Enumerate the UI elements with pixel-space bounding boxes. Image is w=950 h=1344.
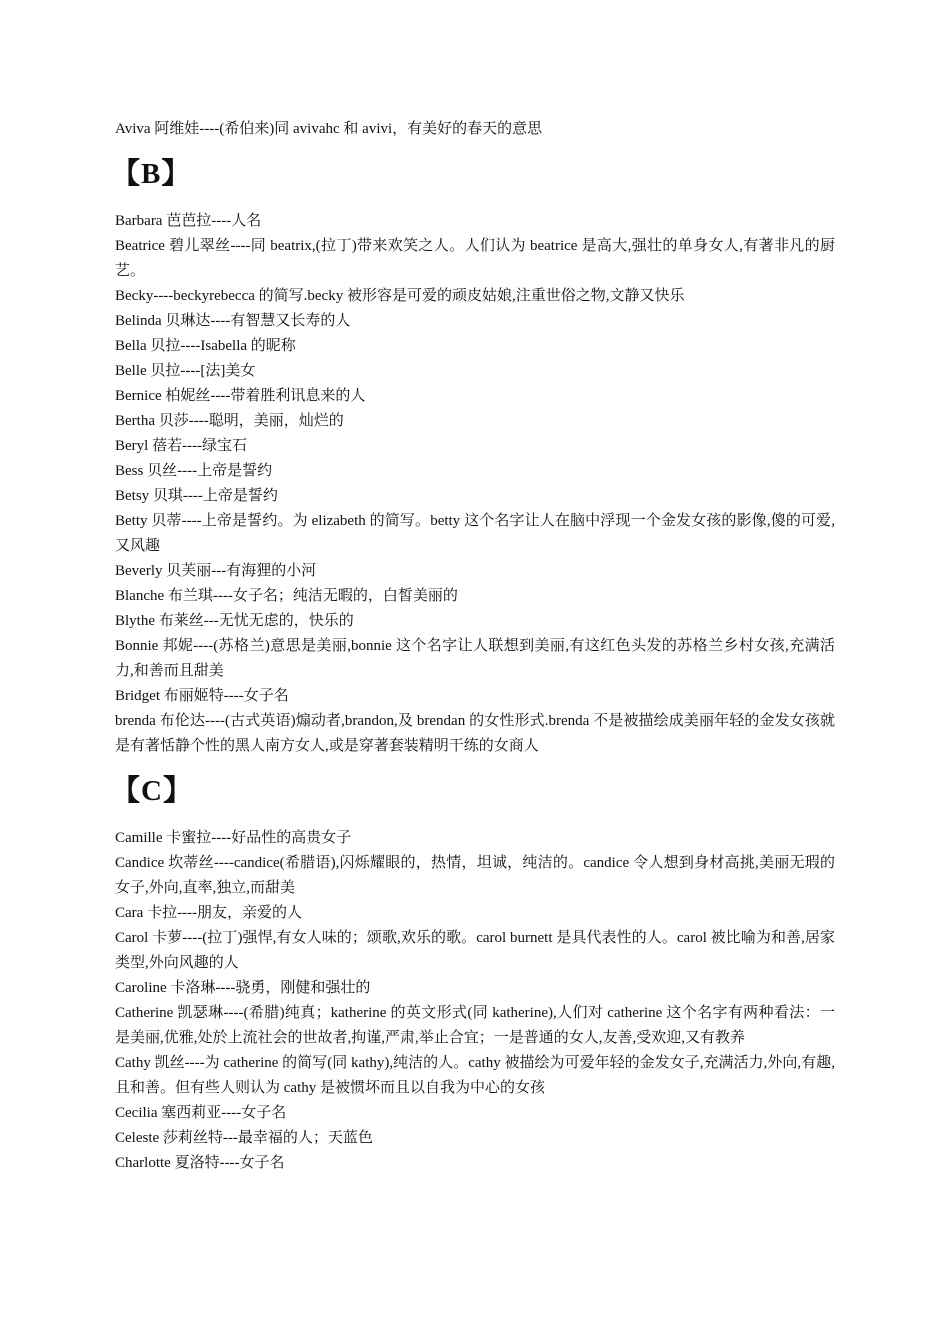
name-entry: Belinda 贝琳达----有智慧又长寿的人 [115, 313, 351, 329]
name-entry: Bella 贝拉----Isabella 的昵称 [115, 338, 296, 354]
name-entry: Betty 贝蒂----上帝是誓约。为 elizabeth 的简写。betty 这个名字让人在脑中浮现一个金发女孩的影像,傻的可爱,又风趣 [115, 513, 835, 554]
section-b [111, 154, 835, 759]
name-entry: Bonnie 邦妮----(苏格兰)意思是美丽,bonnie 这个名字让人联想到美丽,有这红色头发的苏格兰乡村女孩,充满活力,和善而且甜美 [115, 638, 835, 679]
name-entry: Barbara 芭芭拉----人名 [115, 213, 262, 229]
section-c [111, 771, 835, 1176]
name-entry: Candice 坎蒂丝----candice(希腊语),闪烁耀眼的，热情，坦诚，纯洁的。candice 令人想到身材高挑,美丽无瑕的女子,外向,直率,独立,而甜美 [115, 855, 835, 896]
name-entry: Bernice 柏妮丝----带着胜利讯息来的人 [115, 388, 366, 404]
name-entry: Betsy 贝琪----上帝是誓约 [115, 488, 278, 504]
name-entry: Blanche 布兰琪----女子名；纯洁无暇的，白皙美丽的 [115, 588, 458, 604]
name-entry: Bess 贝丝----上帝是誓约 [115, 463, 273, 479]
name-entry: Bridget 布丽姬特----女子名 [115, 688, 289, 704]
name-entry: brenda 布伦达----(古式英语)煽动者,brandon,及 brendan 的女性形式.brenda 不是被描绘成美丽年轻的金发女孩就是有著恬静个性的黑人南方女人,或是穿著套装精明干练的女商人 [115, 713, 835, 754]
name-entry: Becky----beckyrebecca 的简写.becky 被形容是可爱的顽皮姑娘,注重世俗之物,文静又快乐 [115, 288, 685, 304]
name-entry: Cecilia 塞西莉亚----女子名 [115, 1105, 287, 1121]
name-entry: Catherine 凯瑟琳----(希腊)纯真；katherine 的英文形式(同 katherine),人们对 catherine 这个名字有两种看法：一是美丽,优雅,处於上流社会的世故者,拘谨,严肃,举止合宜；一是普通的女人,友善,受欢迎,又有教养 [115, 1005, 835, 1046]
name-entry: Camille 卡蜜拉----好品性的高贵女子 [115, 830, 352, 846]
name-entry: Bertha 贝莎----聪明，美丽，灿烂的 [115, 413, 344, 429]
name-entry: Beatrice 碧儿翠丝----同 beatrix,(拉丁)带来欢笑之人。人们认为 beatrice 是高大,强壮的单身女人,有著非凡的厨艺。 [115, 238, 835, 279]
name-entry: Caroline 卡洛琳----骁勇，刚健和强壮的 [115, 980, 371, 996]
name-entry: Charlotte 夏洛特----女子名 [115, 1155, 285, 1171]
name-entry: Beryl 蓓若----绿宝石 [115, 438, 248, 454]
name-entry: Belle 贝拉----[法]美女 [115, 363, 256, 379]
name-entry: Cathy 凯丝----为 catherine 的简写(同 kathy),纯洁的人。cathy 被描绘为可爱年轻的金发女子,充满活力,外向,有趣,且和善。但有些人则认为 cathy 是被惯坏而且以自我为中心的女孩 [115, 1055, 835, 1096]
name-entry: Blythe 布莱丝---无忧无虑的，快乐的 [115, 613, 354, 629]
document-page [111, 117, 835, 1176]
name-entry: Beverly 贝芙丽---有海狸的小河 [115, 563, 317, 579]
section-heading-c: 【C】 [111, 775, 193, 807]
name-entry: Celeste 莎莉丝特---最幸福的人；天蓝色 [115, 1130, 373, 1146]
name-entry-aviva: Aviva 阿维娃----(希伯来)同 avivahc 和 avivi，有美好的春天的意思 [115, 121, 543, 137]
name-entry: Cara 卡拉----朋友，亲爱的人 [115, 905, 303, 921]
name-entry: Carol 卡萝----(拉丁)强悍,有女人味的；颂歌,欢乐的歌。carol burnett 是具代表性的人。carol 被比喻为和善,居家类型,外向风趣的人 [115, 930, 835, 971]
section-heading-b: 【B】 [111, 158, 192, 190]
